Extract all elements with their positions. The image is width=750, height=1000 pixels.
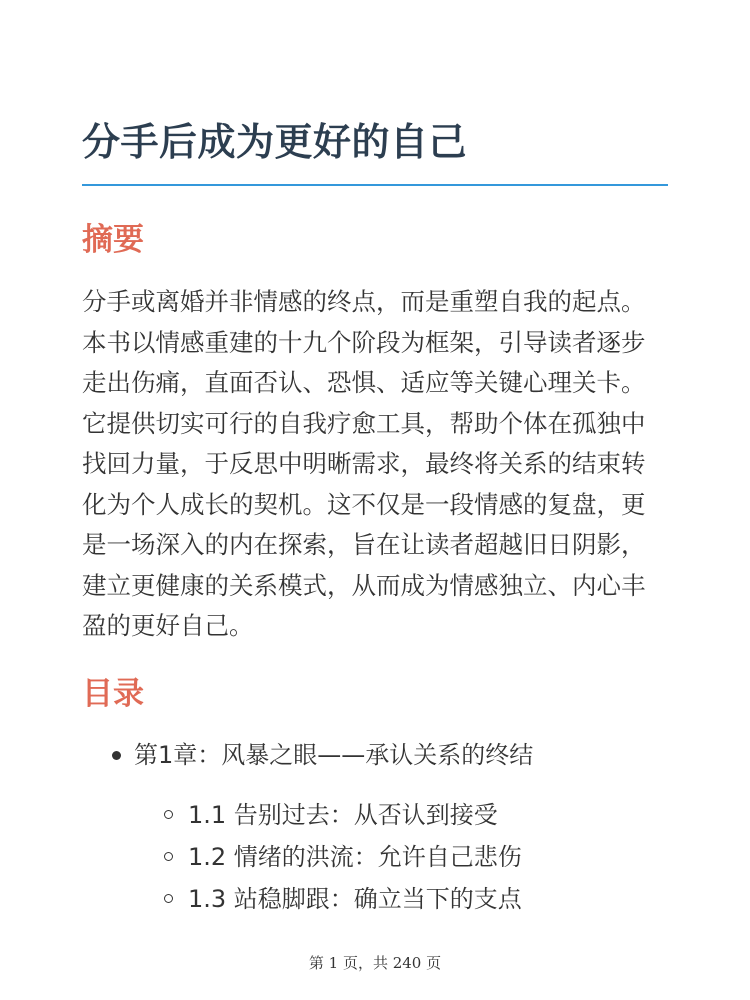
- toc-chapter-label: 第1章：风暴之眼——承认关系的终结: [134, 741, 534, 769]
- bullet-disc-icon: [112, 751, 121, 760]
- title-divider: [82, 184, 668, 186]
- toc-section-item: [188, 797, 498, 833]
- summary-heading: 摘要: [82, 222, 144, 258]
- bullet-circle-icon: [164, 894, 173, 903]
- page-footer: 第 1 页，共 240 页: [308, 954, 442, 972]
- page-title: 分手后成为更好的自己: [82, 120, 468, 164]
- toc-heading: 目录: [82, 676, 144, 712]
- bullet-circle-icon: [164, 852, 173, 861]
- toc-section-label: 1.2 情绪的洪流：允许自己悲伤: [188, 843, 522, 871]
- summary-paragraph: 分手或离婚并非情感的终点，而是重塑自我的起点。本书以情感重建的十九个阶段为框架，引导读者逐步走出伤痛，直面否认、恐惧、适应等关键心理关卡。它提供切实可行的自我疗愈工具，帮助个体在孤独中找回力量，于反思中明晰需求，最终将关系的结束转化为个人成长的契机。这不仅是一段情感的复盘，更是一场深入的内在探索，旨在让读者超越旧日阴影，建立更健康的关系模式，从而成为情感独立、内心丰盈的更好自己。: [82, 287, 646, 640]
- toc-list: [82, 737, 668, 773]
- toc-section-label: 1.1 告别过去：从否认到接受: [188, 801, 498, 829]
- toc-section-item: [188, 839, 522, 875]
- toc-section-item: [188, 881, 522, 917]
- bullet-circle-icon: [164, 810, 173, 819]
- toc-section-label: 1.3 站稳脚跟：确立当下的支点: [188, 885, 522, 913]
- toc-chapter-item: [82, 737, 668, 773]
